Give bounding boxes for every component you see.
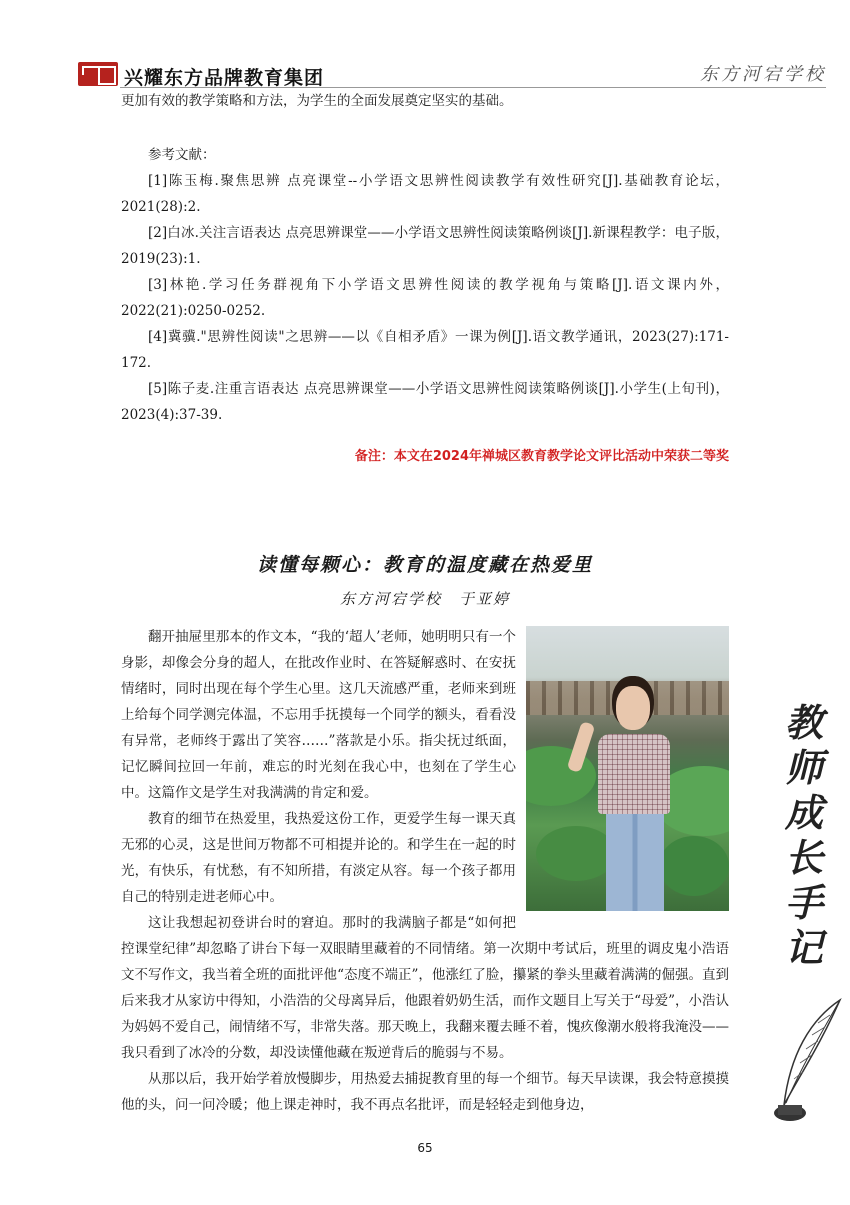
page-header bbox=[0, 0, 850, 95]
reference-item: [2]白冰.关注言语表达 点亮思辨课堂——小学语文思辨性阅读策略例谈[J].新课程教学：电子版，2019(23):1. bbox=[121, 225, 729, 267]
article-paragraph: 翻开抽屉里那本的作文本，“我的‘超人’老师，她明明只有一个身影，却像会分身的超人，在批改作业时、在答疑解惑时、在安抚情绪时，同时出现在每个学生心里。这几天流感严重，老师来到班上给每个同学测完体温，不忘用手抚摸每一个同学的额头，看看没有异常，老师终于露出了笑容……”落款是小乐。指尖抚过纸面，记忆瞬间拉回一年前，难忘的时光刻在我心中，也刻在了学生心中。这篇作文是学生对我满满的肯定和爱。 bbox=[121, 629, 516, 801]
side-title-char: 记 bbox=[784, 925, 823, 970]
article-paragraph: 教育的细节在热爱里，我热爱这份工作，更爱学生每一课天真无邪的心灵，这是世间万物都不可相提并论的。和学生在一起的时光，有快乐，有忧愁，有不知所措，有淡定从容。每一个孩子都用自己的特别走进老师心中。 bbox=[121, 811, 516, 905]
article-paragraph: 这让我想起初登讲台时的窘迫。那时的我满脑子都是“如何把控课堂纪律”却忽略了讲台下每一双眼睛里藏着的不同情绪。第一次期中考试后，班里的调皮鬼小浩语文不写作文，我当着全班的面批评他“态度不端正”，他涨红了脸，攥紧的拳头里藏着满满的倔强。直到后来我才从家访中得知，小浩浩的父母离异后，他跟着奶奶生活，而作文题目上写关于“母爱”，小浩认为妈妈不爱自己，闹情绪不写，非常失落。那天晚上，我翻来覆去睡不着，愧疚像潮水般将我淹没——我只看到了冰冷的分数，却没读懂他藏在叛逆背后的脆弱与不易。 bbox=[121, 915, 729, 1061]
side-title-char: 手 bbox=[784, 880, 823, 925]
references-title: 参考文献： bbox=[148, 147, 216, 163]
photo-person-blouse bbox=[598, 734, 670, 814]
reference-item: [1]陈玉梅.聚焦思辨 点亮课堂--小学语文思辨性阅读教学有效性研究[J].基础教育论坛，2021(28):2. bbox=[121, 173, 729, 215]
photo-person-jeans bbox=[606, 814, 664, 911]
group-name: 兴耀东方品牌教育集团 bbox=[124, 67, 325, 89]
side-title-char: 长 bbox=[784, 835, 823, 880]
photo-lotus-leaf bbox=[536, 826, 616, 881]
award-note: 备注：本文在2024年禅城区教育教学论文评比活动中荣获二等奖 bbox=[354, 449, 729, 464]
side-title-char: 教 bbox=[784, 700, 823, 745]
group-logo-icon bbox=[78, 62, 118, 86]
school-name: 东方河宕学校 bbox=[700, 64, 826, 85]
reference-item: [3]林艳.学习任务群视角下小学语文思辨性阅读的教学视角与策略[J].语文课内外，2022(21):0250-0252. bbox=[121, 277, 729, 319]
side-column-title bbox=[779, 700, 829, 970]
quill-pen-icon bbox=[770, 995, 850, 1125]
teacher-photo bbox=[526, 626, 729, 911]
reference-item: [5]陈子麦.注重言语表达 点亮思辨课堂——小学语文思辨性阅读策略例谈[J].小学生(上旬刊)，2023(4):37-39. bbox=[121, 381, 729, 423]
reference-item: [4]冀骥."思辨性阅读"之思辨——以《自相矛盾》一课为例[J].语文教学通讯，2023(27):171-172. bbox=[121, 329, 729, 371]
side-title-char: 成 bbox=[784, 790, 823, 835]
article-title: 读懂每颗心：教育的温度藏在热爱里 bbox=[256, 554, 593, 576]
continuation-paragraph: 更加有效的教学策略和方法，为学生的全面发展奠定坚实的基础。 bbox=[121, 93, 513, 109]
photo-lotus-leaf bbox=[659, 836, 729, 896]
side-title-char: 师 bbox=[784, 745, 823, 790]
page-content bbox=[121, 88, 729, 1118]
article-paragraph: 从那以后，我开始学着放慢脚步，用热爱去捕捉教育里的每一个细节。每天早读课，我会特意摸摸他的头，问一问冷暖；他上课走神时，我不再点名批评，而是轻轻走到他身边， bbox=[121, 1071, 729, 1113]
article-byline: 东方河宕学校 于亚婷 bbox=[339, 590, 510, 608]
page-number: 65 bbox=[417, 1141, 433, 1155]
photo-person-head bbox=[616, 686, 650, 730]
